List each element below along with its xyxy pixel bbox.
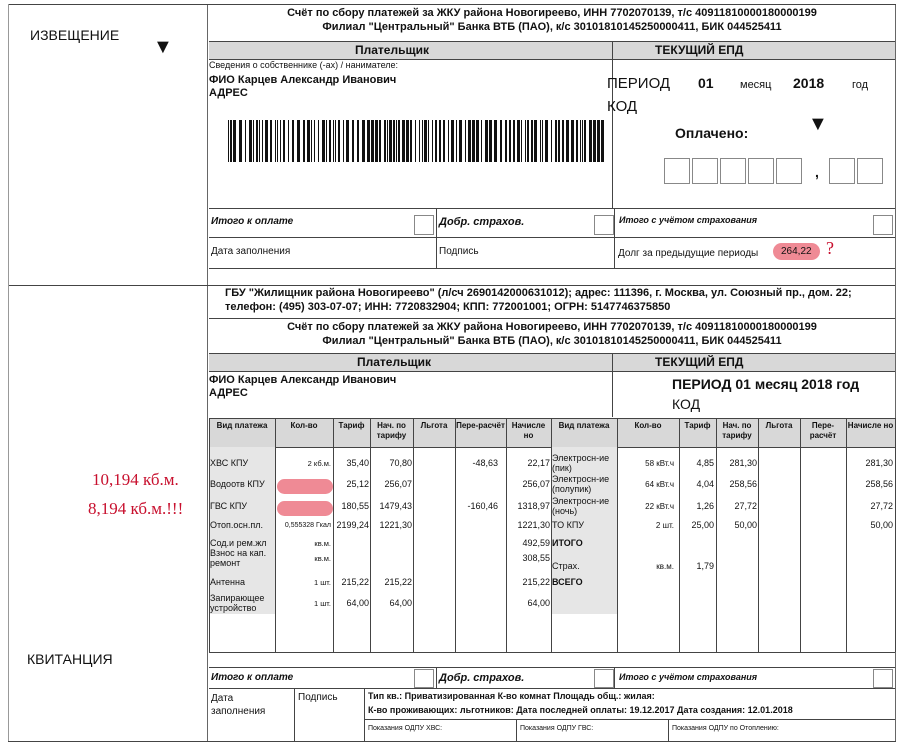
barcode-bar bbox=[424, 120, 427, 162]
right-table-header: Начисле но bbox=[847, 421, 894, 430]
period-year: 2018 bbox=[793, 75, 825, 91]
question-mark: ? bbox=[826, 238, 834, 258]
barcode-bar bbox=[562, 120, 564, 162]
barcode-bar bbox=[283, 120, 285, 162]
arrow-down-icon: ▼ bbox=[153, 36, 173, 58]
period-label: ПЕРИОД bbox=[607, 75, 671, 92]
row-line bbox=[209, 208, 895, 209]
barcode-bar bbox=[292, 120, 294, 162]
code-label: КОД bbox=[607, 98, 638, 115]
right-table-header: Льгота bbox=[765, 421, 793, 430]
row-tariff: 25,12 bbox=[346, 479, 369, 489]
period-line: ПЕРИОД 01 месяц 2018 год bbox=[672, 376, 860, 392]
barcode-bar bbox=[329, 120, 331, 162]
left-table-header: Нач. по тарифу bbox=[376, 421, 407, 440]
barcode-bar bbox=[259, 120, 260, 162]
table-col-line bbox=[846, 418, 847, 652]
row-line bbox=[209, 688, 895, 689]
account-line-1: Счёт по сбору платежей за ЖКУ района Новогиреево, ИНН 7702070139, т/с 40911810000180000199 bbox=[287, 7, 817, 19]
right-row-tariff: 25,00 bbox=[691, 520, 714, 530]
table-col-line bbox=[617, 418, 618, 652]
section-divider bbox=[8, 285, 896, 286]
total-label-bottom: Итого к оплате bbox=[211, 672, 294, 683]
barcode-bar bbox=[402, 120, 405, 162]
insurance-label: Добр. страхов. bbox=[439, 216, 525, 228]
debt-value: 264,22 bbox=[773, 243, 820, 260]
barcode bbox=[228, 120, 608, 162]
row-charge: 1479,43 bbox=[379, 501, 412, 511]
apartment-info-1: Тип кв.: Приватизированная К-во комнат Площадь общ.: жилая: bbox=[368, 691, 655, 701]
paid-separator: , bbox=[815, 164, 819, 180]
barcode-bar bbox=[571, 120, 574, 162]
barcode-bar bbox=[601, 120, 604, 162]
barcode-bar bbox=[422, 120, 423, 162]
right-row-total: 281,30 bbox=[865, 458, 893, 468]
barcode-bar bbox=[297, 120, 300, 162]
col-divider bbox=[436, 208, 437, 268]
signature-label: Подпись bbox=[439, 246, 479, 257]
paid-digit-box[interactable] bbox=[664, 158, 690, 184]
row-name: ХВС КПУ bbox=[210, 458, 249, 468]
barcode-bar bbox=[346, 120, 349, 162]
barcode-bar bbox=[505, 120, 507, 162]
paid-kopeck-box[interactable] bbox=[829, 158, 855, 184]
barcode-bar bbox=[540, 120, 541, 162]
epd-header-bottom: ТЕКУЩИЙ ЕПД bbox=[655, 355, 744, 369]
barcode-bar bbox=[245, 120, 246, 162]
barcode-bar bbox=[367, 120, 370, 162]
barcode-bar bbox=[472, 120, 475, 162]
right-row-tariff: 1,26 bbox=[696, 501, 714, 511]
account-line-1-bottom: Счёт по сбору платежей за ЖКУ района Новогиреево, ИНН 7702070139, т/с 40911810000180000199 bbox=[287, 321, 817, 333]
owner-info-label: Сведения о собственнике (-ах) / нанимателе: bbox=[209, 60, 399, 70]
col-divider bbox=[364, 688, 365, 741]
barcode-bar bbox=[521, 120, 522, 162]
insurance-checkbox[interactable] bbox=[594, 669, 614, 688]
right-row-total: 50,00 bbox=[870, 520, 893, 530]
total-ins-label: Итого с учётом страхования bbox=[619, 215, 758, 225]
right-row-qty: 22 кВт.ч bbox=[645, 502, 674, 511]
row-line bbox=[209, 237, 895, 238]
table-col-line bbox=[758, 418, 759, 652]
row-name: Отоп.осн.пл. bbox=[210, 520, 264, 530]
barcode-bar bbox=[531, 120, 533, 162]
period-month: 01 bbox=[698, 75, 714, 91]
payer-address-bottom: АДРЕС bbox=[209, 387, 248, 399]
barcode-bar bbox=[527, 120, 529, 162]
barcode-bar bbox=[485, 120, 488, 162]
right-row-qty: 64 кВт.ч bbox=[645, 480, 674, 489]
barcode-bar bbox=[500, 120, 502, 162]
barcode-bar bbox=[432, 120, 433, 162]
payer-fio: ФИО Карцев Александр Иванович bbox=[209, 74, 397, 86]
barcode-bar bbox=[277, 120, 278, 162]
barcode-bar bbox=[451, 120, 454, 162]
barcode-bar bbox=[280, 120, 281, 162]
apartment-info-2: К-во проживающих: льготников: Дата последней оплаты: 19.12.2017 Дата создания: 12.01.2018 bbox=[368, 705, 793, 715]
col-shade bbox=[209, 447, 275, 614]
meter-gvs: Показания ОДПУ ГВС: bbox=[520, 725, 594, 732]
barcode-bar bbox=[582, 120, 583, 162]
col-divider bbox=[614, 667, 615, 689]
paid-label: Оплачено: bbox=[675, 125, 749, 141]
barcode-bar bbox=[459, 120, 462, 162]
barcode-bar bbox=[410, 120, 412, 162]
table-col-line bbox=[333, 418, 334, 652]
right-table-header: Пере-расчёт bbox=[809, 421, 837, 440]
row-total: 492,59 bbox=[522, 538, 550, 548]
barcode-bar bbox=[387, 120, 388, 162]
signature-label-bottom: Подпись bbox=[298, 692, 338, 703]
left-table-header: Кол-во bbox=[290, 421, 318, 430]
row-charge: 215,22 bbox=[384, 577, 412, 587]
payer-header-bottom: Плательщик bbox=[357, 355, 431, 369]
right-table-header: Тариф bbox=[684, 421, 711, 430]
barcode-bar bbox=[419, 120, 420, 162]
row-tariff: 35,40 bbox=[346, 458, 369, 468]
year-word: год bbox=[852, 79, 869, 91]
paid-digit-box[interactable] bbox=[692, 158, 718, 184]
barcode-bar bbox=[233, 120, 236, 162]
barcode-bar bbox=[326, 120, 327, 162]
row-name: Антенна bbox=[210, 577, 245, 587]
barcode-bar bbox=[566, 120, 569, 162]
row-charge: 70,80 bbox=[389, 458, 412, 468]
barcode-bar bbox=[494, 120, 497, 162]
total-label: Итого к оплате bbox=[211, 216, 294, 227]
row-tariff: 215,22 bbox=[341, 577, 369, 587]
table-col-line bbox=[800, 418, 801, 652]
right-row-name: ВСЕГО bbox=[552, 577, 583, 587]
col-divider bbox=[614, 208, 615, 268]
barcode-bar bbox=[389, 120, 392, 162]
barcode-bar bbox=[314, 120, 315, 162]
col-divider bbox=[668, 719, 669, 741]
barcode-bar bbox=[253, 120, 254, 162]
barcode-bar bbox=[322, 120, 325, 162]
org-line-1: ГБУ "Жилищник района Новогиреево" (л/сч 2690142000631012); адрес: 111396, г. Москва, ул. Союзный пр., дом. 22; bbox=[225, 287, 852, 299]
barcode-bar bbox=[406, 120, 409, 162]
barcode-bar bbox=[448, 120, 449, 162]
vertical-divider bbox=[207, 4, 208, 742]
paid-digit-box[interactable] bbox=[776, 158, 802, 184]
col-divider bbox=[436, 667, 437, 689]
account-line-2: Филиал "Центральный" Банка ВТБ (ПАО), к/с 30101810145250000411, БИК 044525411 bbox=[322, 21, 782, 33]
right-row-charge: 258,56 bbox=[729, 479, 757, 489]
barcode-bar bbox=[476, 120, 479, 162]
barcode-bar bbox=[525, 120, 526, 162]
row-line bbox=[209, 318, 895, 319]
barcode-bar bbox=[311, 120, 312, 162]
arrow-down-icon: ▼ bbox=[808, 113, 828, 135]
table-col-line bbox=[895, 418, 896, 652]
row-total: 22,17 bbox=[527, 458, 550, 468]
barcode-bar bbox=[456, 120, 457, 162]
barcode-bar bbox=[558, 120, 560, 162]
col-divider bbox=[612, 353, 613, 417]
barcode-bar bbox=[517, 120, 520, 162]
row-total: 1221,30 bbox=[517, 520, 550, 530]
right-row-name: ТО КПУ bbox=[552, 520, 585, 530]
col-divider bbox=[516, 719, 517, 741]
right-row-qty: кв.м. bbox=[656, 562, 674, 571]
barcode-bar bbox=[288, 120, 289, 162]
barcode-bar bbox=[398, 120, 400, 162]
barcode-bar bbox=[443, 120, 445, 162]
barcode-bar bbox=[343, 120, 344, 162]
row-recalc: -48,63 bbox=[472, 458, 498, 468]
right-row-charge: 50,00 bbox=[734, 520, 757, 530]
barcode-bar bbox=[265, 120, 268, 162]
insurance-checkbox[interactable] bbox=[594, 215, 614, 235]
right-row-name: Страх. bbox=[552, 561, 580, 571]
row-total: 215,22 bbox=[522, 577, 550, 587]
barcode-bar bbox=[576, 120, 578, 162]
month-word: месяц bbox=[740, 79, 772, 91]
row-qty: 2 кб.м. bbox=[307, 459, 331, 468]
epd-header: ТЕКУЩИЙ ЕПД bbox=[655, 43, 744, 57]
org-line-2: телефон: (495) 303-07-07; ИНН: 7720832904; КПП: 772001001; ОГРН: 5147746375850 bbox=[225, 301, 671, 313]
debt-label: Долг за предыдущие периоды bbox=[618, 248, 759, 259]
row-tariff: 64,00 bbox=[346, 598, 369, 608]
row-total: 1318,97 bbox=[517, 501, 550, 511]
row-line bbox=[209, 652, 895, 653]
payer-header: Плательщик bbox=[355, 43, 429, 57]
table-col-line bbox=[370, 418, 371, 652]
barcode-bar bbox=[545, 120, 548, 162]
barcode-bar bbox=[338, 120, 340, 162]
row-line bbox=[364, 719, 895, 720]
payer-fio-bottom: ФИО Карцев Александр Иванович bbox=[209, 374, 397, 386]
barcode-bar bbox=[542, 120, 543, 162]
right-row-name: Электросн-ие (полупик) bbox=[552, 474, 610, 494]
barcode-bar bbox=[303, 120, 305, 162]
barcode-bar bbox=[481, 120, 482, 162]
barcode-bar bbox=[465, 120, 466, 162]
meter-hvs: Показания ОДПУ ХВС: bbox=[368, 725, 443, 732]
row-name: Запирающее устройство bbox=[210, 593, 265, 613]
top-border bbox=[8, 4, 896, 5]
barcode-bar bbox=[333, 120, 334, 162]
right-row-tariff: 4,04 bbox=[696, 479, 714, 489]
barcode-bar bbox=[593, 120, 596, 162]
right-row-total: 27,72 bbox=[870, 501, 893, 511]
row-line bbox=[209, 268, 895, 269]
right-row-qty: 2 шт. bbox=[655, 521, 674, 530]
highlight-marker bbox=[277, 479, 333, 494]
barcode-bar bbox=[534, 120, 537, 162]
barcode-bar bbox=[230, 120, 232, 162]
right-table-header: Вид платежа bbox=[558, 421, 610, 430]
col-divider bbox=[612, 41, 613, 208]
row-name: ГВС КПУ bbox=[210, 501, 248, 511]
row-qty: 1 шт. bbox=[314, 578, 331, 587]
right-row-tariff: 1,79 bbox=[696, 561, 714, 571]
barcode-bar bbox=[307, 120, 310, 162]
total-ins-checkbox[interactable] bbox=[873, 215, 893, 235]
fill-date-label: Дата заполнения bbox=[211, 246, 291, 257]
barcode-bar bbox=[393, 120, 395, 162]
total-checkbox[interactable] bbox=[414, 215, 434, 235]
barcode-bar bbox=[513, 120, 515, 162]
fill-date-label-bottom: Дата заполнения bbox=[211, 693, 266, 717]
barcode-bar bbox=[352, 120, 354, 162]
left-table-header: Вид платежа bbox=[216, 421, 268, 430]
right-row-name: Электросн-ие (пик) bbox=[552, 453, 610, 473]
total-ins-label-bottom: Итого с учётом страхования bbox=[619, 672, 758, 682]
row-qty: 1 шт. bbox=[314, 599, 331, 608]
paid-digit-box[interactable] bbox=[720, 158, 746, 184]
barcode-bar bbox=[509, 120, 511, 162]
barcode-bar bbox=[489, 120, 492, 162]
account-line-2-bottom: Филиал "Центральный" Банка ВТБ (ПАО), к/с 30101810145250000411, БИК 044525411 bbox=[322, 335, 782, 347]
payer-header-bar bbox=[209, 41, 895, 60]
code-label-bottom: КОД bbox=[672, 396, 701, 412]
row-qty: 0,555328 Гкал bbox=[284, 522, 331, 529]
row-qty: кв.м. bbox=[314, 539, 331, 548]
table-col-line bbox=[413, 418, 414, 652]
left-table-header: Начисле но bbox=[511, 421, 546, 440]
barcode-bar bbox=[318, 120, 319, 162]
payer-header-bar bbox=[209, 353, 895, 372]
left-table-header: Льгота bbox=[420, 421, 448, 430]
handwritten-note-2: 8,194 кб.м.!!! bbox=[88, 499, 184, 518]
barcode-bar bbox=[228, 120, 229, 162]
table-col-line bbox=[506, 418, 507, 652]
bottom-border bbox=[8, 741, 896, 742]
barcode-bar bbox=[371, 120, 374, 162]
row-total: 308,55 bbox=[522, 553, 550, 563]
row-charge: 64,00 bbox=[389, 598, 412, 608]
right-row-total: 258,56 bbox=[865, 479, 893, 489]
barcode-bar bbox=[379, 120, 381, 162]
barcode-bar bbox=[362, 120, 365, 162]
barcode-bar bbox=[262, 120, 263, 162]
barcode-bar bbox=[428, 120, 429, 162]
barcode-bar bbox=[270, 120, 272, 162]
right-row-charge: 27,72 bbox=[734, 501, 757, 511]
highlight-marker bbox=[277, 501, 333, 516]
barcode-bar bbox=[589, 120, 592, 162]
table-col-line bbox=[455, 418, 456, 652]
row-charge: 256,07 bbox=[384, 479, 412, 489]
barcode-bar bbox=[275, 120, 276, 162]
barcode-bar bbox=[335, 120, 336, 162]
meter-heat: Показания ОДПУ по Отоплению: bbox=[672, 725, 779, 732]
barcode-bar bbox=[375, 120, 378, 162]
paid-digit-box[interactable] bbox=[748, 158, 774, 184]
left-table-header: Пере-расчёт bbox=[456, 421, 505, 430]
row-name: Взнос на кап. ремонт bbox=[210, 548, 267, 568]
barcode-bar bbox=[435, 120, 437, 162]
payer-address: АДРЕС bbox=[209, 87, 248, 99]
barcode-bar bbox=[468, 120, 471, 162]
barcode-bar bbox=[555, 120, 557, 162]
handwritten-note-1: 10,194 кб.м. bbox=[92, 470, 179, 489]
barcode-bar bbox=[415, 120, 416, 162]
table-col-line bbox=[679, 418, 680, 652]
row-total: 64,00 bbox=[527, 598, 550, 608]
row-total: 256,07 bbox=[522, 479, 550, 489]
row-recalc: -160,46 bbox=[467, 501, 498, 511]
row-name: Водоотв КПУ bbox=[210, 479, 265, 489]
total-checkbox[interactable] bbox=[414, 669, 434, 688]
right-row-name: Электросн-ие (ночь) bbox=[552, 496, 610, 516]
right-table-header: Нач. по тарифу bbox=[722, 421, 752, 440]
row-line bbox=[209, 667, 895, 668]
barcode-bar bbox=[249, 120, 252, 162]
barcode-bar bbox=[551, 120, 552, 162]
barcode-bar bbox=[396, 120, 397, 162]
table-col-line bbox=[275, 418, 276, 652]
left-table-header: Тариф bbox=[338, 421, 365, 430]
barcode-bar bbox=[239, 120, 242, 162]
barcode-bar bbox=[256, 120, 258, 162]
row-name: Сод.и рем.жл bbox=[210, 538, 267, 548]
col-divider bbox=[294, 688, 295, 741]
right-row-qty: 58 кВт.ч bbox=[645, 459, 674, 468]
table-col-line bbox=[209, 418, 210, 652]
right-table-header: Кол-во bbox=[634, 421, 662, 430]
row-tariff: 180,55 bbox=[341, 501, 369, 511]
row-charge: 1221,30 bbox=[379, 520, 412, 530]
barcode-bar bbox=[584, 120, 586, 162]
barcode-bar bbox=[357, 120, 359, 162]
notice-label: ИЗВЕЩЕНИЕ bbox=[30, 27, 120, 43]
insurance-label-bottom: Добр. страхов. bbox=[439, 672, 525, 684]
barcode-bar bbox=[580, 120, 581, 162]
table-col-line bbox=[716, 418, 717, 652]
paid-kopeck-box[interactable] bbox=[857, 158, 883, 184]
right-row-name: ИТОГО bbox=[552, 538, 583, 548]
left-border bbox=[8, 4, 9, 742]
right-row-tariff: 4,85 bbox=[696, 458, 714, 468]
barcode-bar bbox=[439, 120, 441, 162]
receipt-label: КВИТАНЦИЯ bbox=[27, 651, 113, 667]
total-ins-checkbox[interactable] bbox=[873, 669, 893, 688]
row-qty: кв.м. bbox=[314, 554, 331, 563]
right-row-charge: 281,30 bbox=[729, 458, 757, 468]
barcode-bar bbox=[384, 120, 386, 162]
row-tariff: 2199,24 bbox=[336, 520, 369, 530]
barcode-bar bbox=[597, 120, 600, 162]
